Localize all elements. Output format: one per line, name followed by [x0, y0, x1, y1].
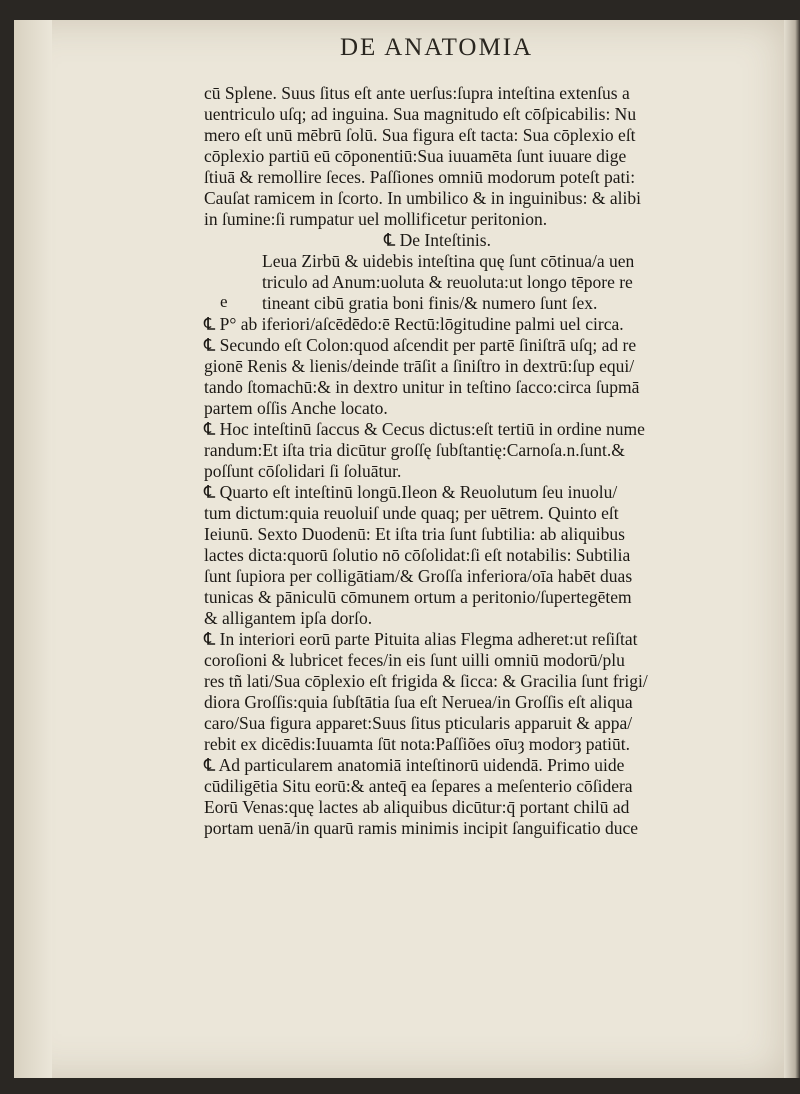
text-line: & alligantem ipſa dorſo.: [204, 608, 373, 628]
text-line: ℄ In interiori eorū parte Pituita alias Flegma adheret:ut reſiſtat: [204, 629, 638, 649]
text-line: portam uenā/in quarū ramis minimis incipit ſanguificatio duce: [204, 818, 638, 838]
text-line: in ſumine:ſi rumpatur uel mollificetur peritonion.: [204, 209, 548, 229]
text-line: partem oſſis Anche locato.: [204, 398, 388, 418]
text-line: coroſioni & lubricet feces/in eis ſunt uilli omniū modorū/plu: [204, 650, 625, 670]
text-line: Cauſat ramicem in ſcorto. In umbilico & in inguinibus: & alibi: [204, 188, 641, 208]
text-line: poſſunt cōſolidari ſi ſoluātur.: [204, 461, 402, 481]
text-block: [204, 83, 724, 839]
text-line: cūdiligētia Situ eorū:& anteq̄ ea ſepares a meſenterio cōſidera: [204, 776, 633, 796]
text-line: ℄ P° ab iferiori/aſcēdēdo:ē Rectū:lōgitudine palmi uel circa.: [204, 314, 624, 334]
text-line: cū Splene. Suus ſitus eſt ante uerſus:ſupra inteſtina extenſus a: [204, 83, 630, 103]
text-line: Eorū Venas:quę lactes ab aliquibus dicūtur:q̄ portant chilū ad: [204, 797, 630, 817]
text-line: ℄ Quarto eſt inteſtinū longū.Ileon & Reuolutum ſeu inuolu/: [204, 482, 618, 502]
text-line: rebit ex dicēdis:Iuuamta ſūt nota:Paſſiões oīuȝ modorȝ patiūt.: [204, 734, 630, 754]
text-line: caro/Sua figura apparet:Suus ſitus pticularis apparuit & appa/: [204, 713, 633, 733]
running-head: DE ANATOMIA: [340, 34, 534, 61]
text-line: ſunt ſupiora per colligātiam/& Groſſa inferiora/oīa habēt duas: [204, 566, 633, 586]
page-edge: [784, 20, 800, 1078]
text-line: res tñ lati/Sua cōplexio eſt frigida & ſicca: & Gracilia ſunt frigi/: [204, 671, 648, 691]
text-line: ſtiuā & remollire ſeces. Paſſiones omniū modorum poteſt pati:: [204, 167, 636, 187]
text-line: tineant cibū gratia boni finis/& numero ſunt ſex.: [262, 293, 598, 313]
text-line: cōplexio partiū eū cōponentiū:Sua iuuamēta ſunt iuuare dige: [204, 146, 627, 166]
margin-letter: e: [220, 292, 228, 311]
text-line: diora Groſſis:quia ſubſtātia ſua eſt Neruea/in Groſſis eſt aliqua: [204, 692, 633, 712]
page-gutter: [14, 20, 52, 1078]
text-line: tando ſtomachū:& in dextro unitur in teſtino ſacco:circa ſupmā: [204, 377, 640, 397]
text-line: mero eſt unū mēbrū ſolū. Sua figura eſt tacta: Sua cōplexio eſt: [204, 125, 636, 145]
section-heading: ℄ De Inteſtinis.: [384, 230, 491, 250]
text-line: ℄ Hoc inteſtinū ſaccus & Cecus dictus:eſt tertiū in ordine nume: [204, 419, 645, 439]
text-line: ℄ Ad particularem anatomiā inteſtinorū uidendā. Primo uide: [204, 755, 625, 775]
text-line: lactes dicta:quorū ſolutio nō cōſolidat:ſi eſt notabilis: Subtilia: [204, 545, 631, 565]
text-line: tunicas & pāniculū cōmunem ortum a peritonio/ſupertegētem: [204, 587, 632, 607]
text-line: triculo ad Anum:uoluta & reuoluta:ut longo tēpore re: [262, 272, 633, 292]
text-line: tum dictum:quia reuoluiſ unde quaq; per uētrem. Quinto eſt: [204, 503, 619, 523]
text-line: ℄ Secundo eſt Colon:quod aſcendit per partē ſiniſtrā uſq; ad re: [204, 335, 637, 355]
text-line: Leua Zirbū & uidebis inteſtina quę ſunt cōtinua/a uen: [262, 251, 635, 271]
text-line: randum:Et iſta tria dicūtur groſſę ſubſtantię:Carnoſa.n.ſunt.&: [204, 440, 625, 460]
text-line: gionē Renis & lienis/deinde trāſit a ſiniſtro in dextrū:ſup equi/: [204, 356, 635, 376]
text-line: uentriculo uſq; ad inguina. Sua magnitudo eſt cōſpicabilis: Nu: [204, 104, 637, 124]
text-line: Ieiunū. Sexto Duodenū: Et iſta tria ſunt ſubtilia: ab aliquibus: [204, 524, 625, 544]
